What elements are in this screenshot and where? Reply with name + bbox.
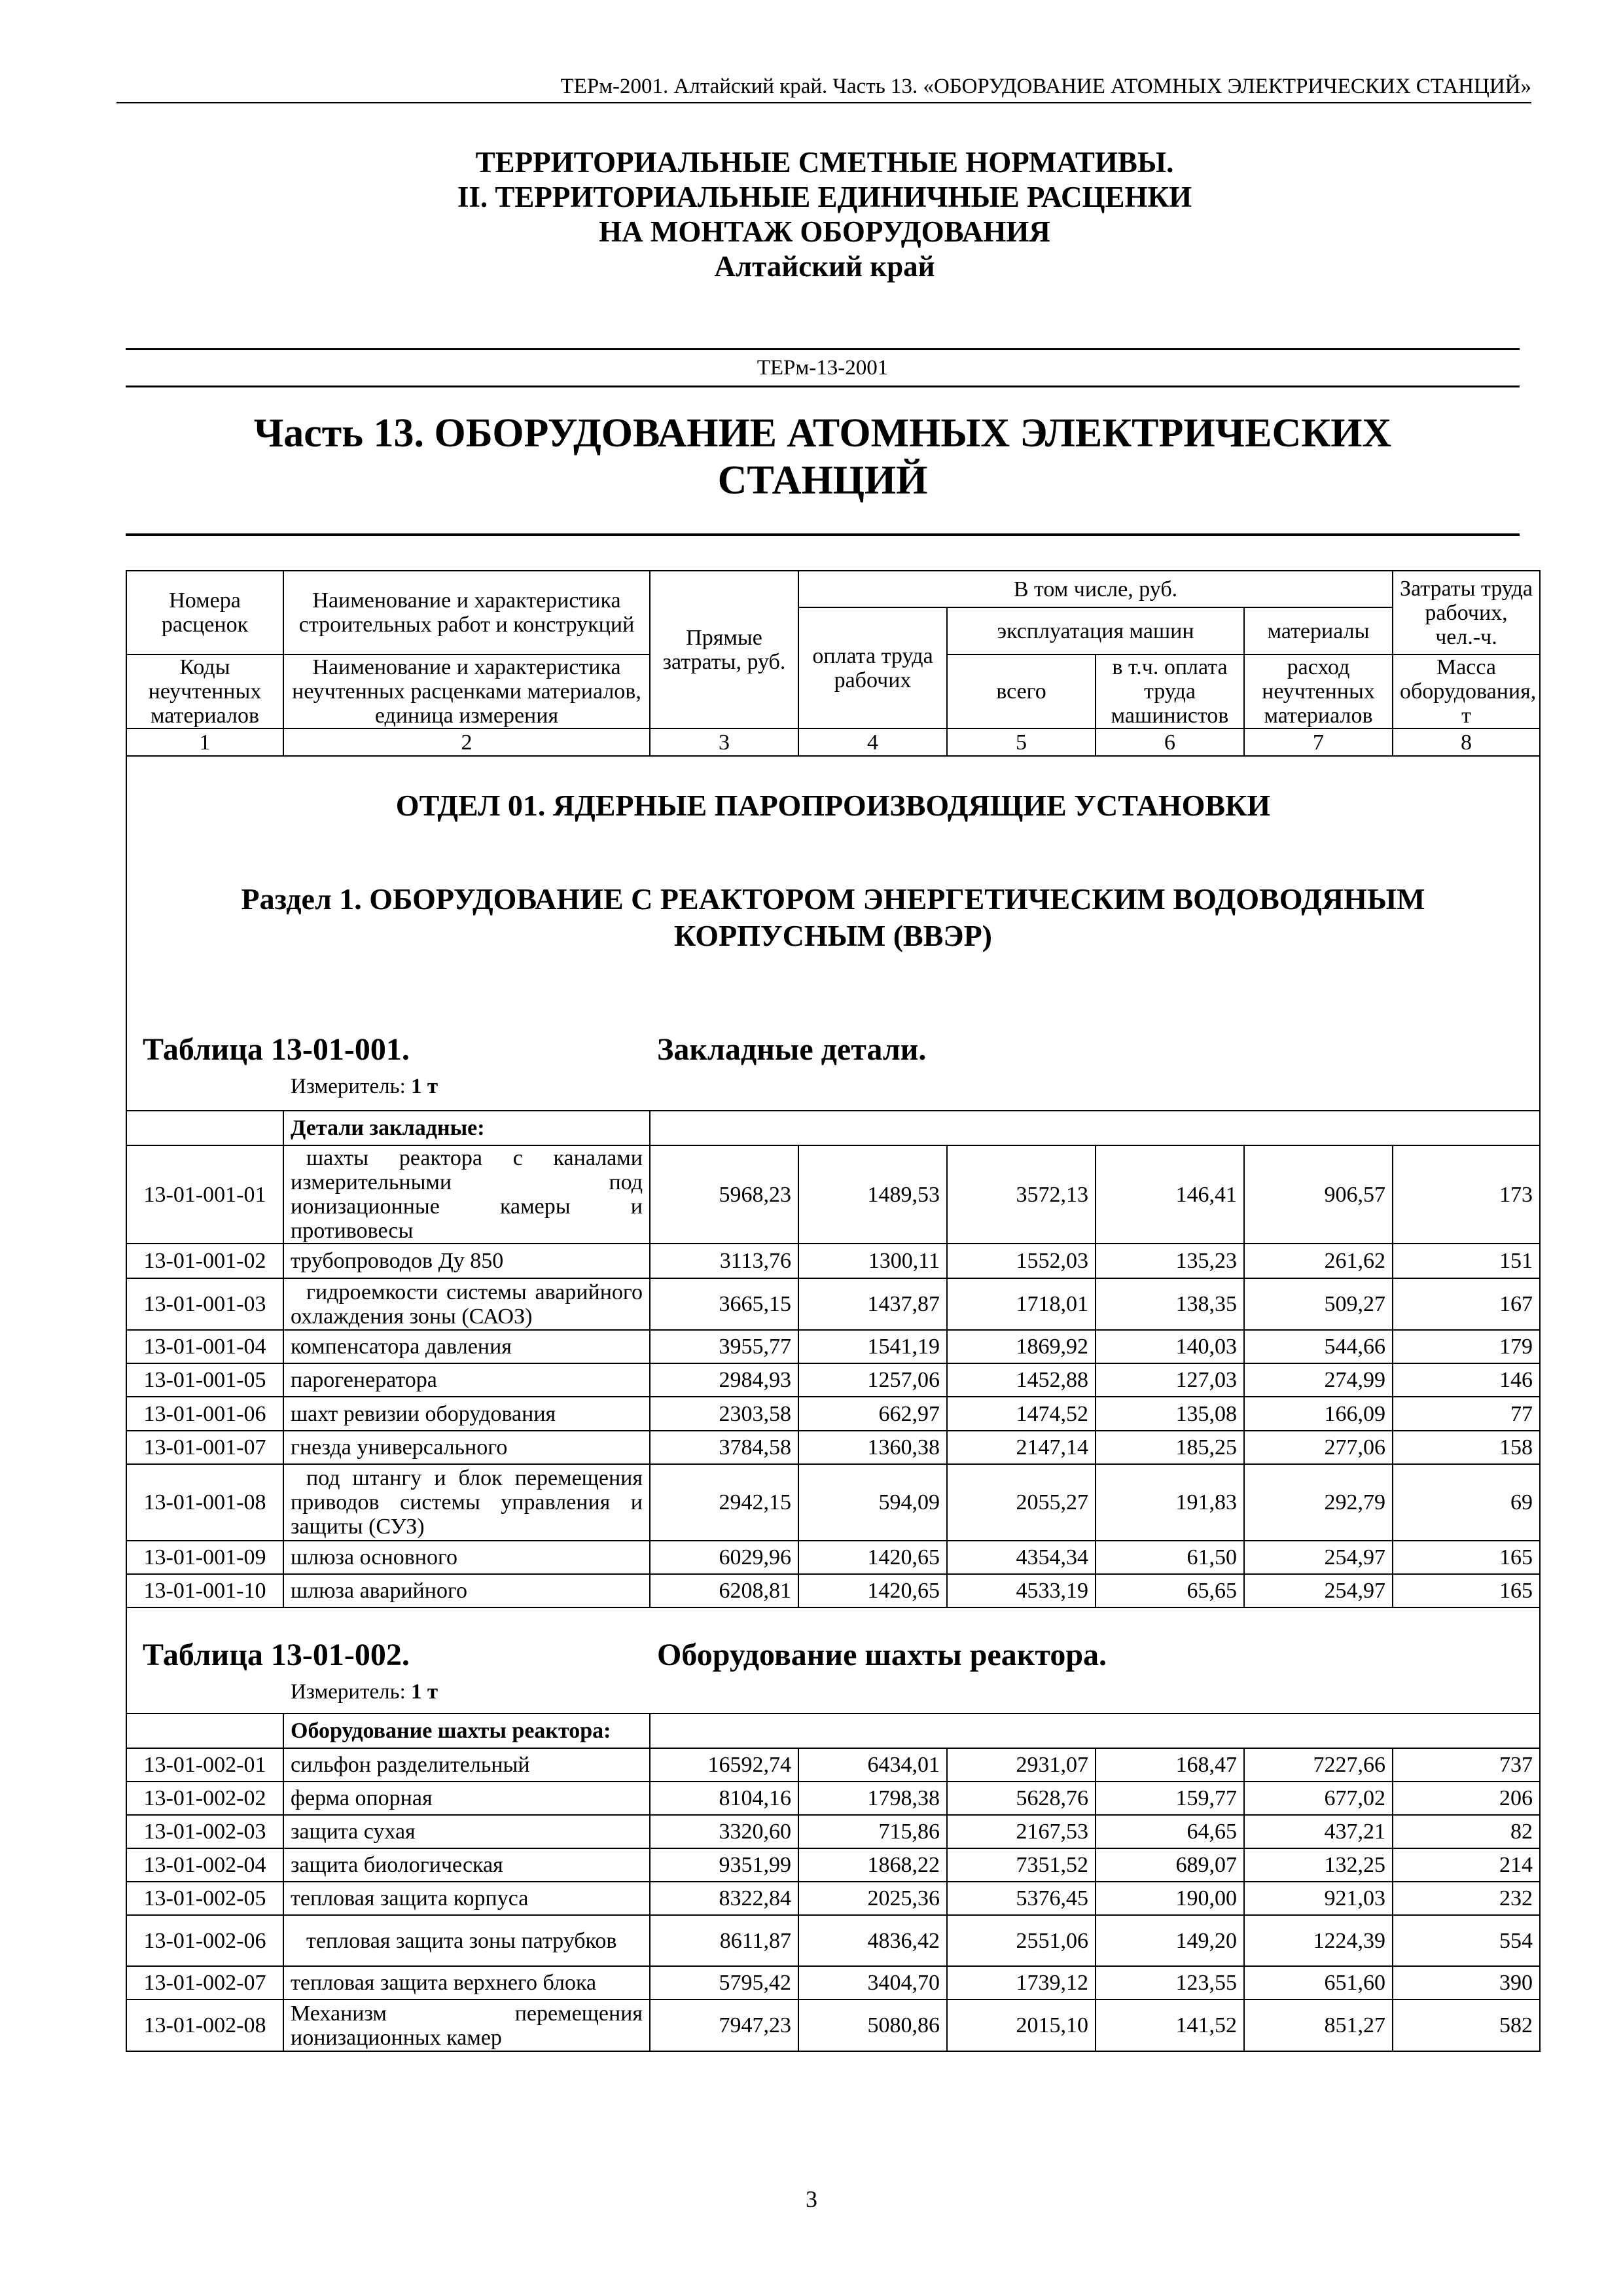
work-name: тепловая защита зоны патрубков <box>283 1915 650 1966</box>
rate-code: 13-01-001-01 <box>126 1145 283 1244</box>
table-name: Оборудование шахты реактора. <box>657 1638 1107 1672</box>
document-code: ТЕРм-13-2001 <box>126 348 1520 387</box>
value-c3: 3320,60 <box>650 1815 798 1848</box>
header-direct-costs: Прямые затраты, руб. <box>650 571 798 728</box>
value-c4: 594,09 <box>798 1464 947 1541</box>
value-c5: 1552,03 <box>947 1244 1096 1278</box>
column-number: 6 <box>1096 728 1244 756</box>
value-c5: 1869,92 <box>947 1330 1096 1363</box>
part-title <box>126 410 1520 504</box>
value-c5: 4354,34 <box>947 1541 1096 1574</box>
value-c3: 8322,84 <box>650 1882 798 1915</box>
rate-code: 13-01-002-02 <box>126 1782 283 1815</box>
value-c5: 2551,06 <box>947 1915 1096 1966</box>
document-title-line: НА МОНТАЖ ОБОРУДОВАНИЯ <box>599 215 1050 248</box>
rate-code: 13-01-002-07 <box>126 1966 283 2000</box>
table-row <box>126 1431 1540 1464</box>
work-name: гидроемкости системы аварийного охлаждения зоны (САОЗ) <box>283 1278 650 1330</box>
table-row <box>126 1278 1540 1330</box>
value-c6: 135,08 <box>1096 1397 1244 1431</box>
value-c3: 9351,99 <box>650 1848 798 1882</box>
empty-cell <box>126 1111 283 1145</box>
value-c3: 8104,16 <box>650 1782 798 1815</box>
header-material-codes: Коды неучтенных материалов <box>126 655 283 728</box>
empty-cell <box>126 1713 283 1748</box>
value-c8: 158 <box>1393 1431 1540 1464</box>
table-row <box>126 1848 1540 1882</box>
value-c7: 261,62 <box>1244 1244 1393 1278</box>
value-c5: 2931,07 <box>947 1748 1096 1782</box>
work-name: Механизм перемещения ионизационных камер <box>283 2000 650 2051</box>
part-title-line: Часть 13. ОБОРУДОВАНИЕ АТОМНЫХ ЭЛЕКТРИЧЕСКИХ <box>253 411 1392 456</box>
value-c8: 554 <box>1393 1915 1540 1966</box>
document-title <box>131 145 1518 284</box>
section-title-line: КОРПУСНЫМ (ВВЭР) <box>673 919 992 952</box>
value-c6: 191,83 <box>1096 1464 1244 1541</box>
value-c3: 3665,15 <box>650 1278 798 1330</box>
work-name: трубопроводов Ду 850 <box>283 1244 650 1278</box>
unit-of-measure <box>291 1073 438 1100</box>
work-name: парогенератора <box>283 1363 650 1397</box>
value-c4: 1420,65 <box>798 1541 947 1574</box>
unit-of-measure <box>291 1679 438 1705</box>
column-number: 1 <box>126 728 283 756</box>
value-c6: 168,47 <box>1096 1748 1244 1782</box>
work-name: шахты реактора с каналами измерительными под ионизационные камеры и противовесы <box>283 1145 650 1244</box>
rate-code: 13-01-001-02 <box>126 1244 283 1278</box>
rate-code: 13-01-001-09 <box>126 1541 283 1574</box>
group-caption-row <box>126 1713 1540 1748</box>
header-machine-operation: эксплуатация машин <box>947 607 1244 655</box>
value-c6: 190,00 <box>1096 1882 1244 1915</box>
rate-code: 13-01-002-03 <box>126 1815 283 1848</box>
value-c6: 140,03 <box>1096 1330 1244 1363</box>
value-c6: 689,07 <box>1096 1848 1244 1882</box>
table-row <box>126 1145 1540 1244</box>
value-c3: 6208,81 <box>650 1574 798 1607</box>
section-title-line: Раздел 1. ОБОРУДОВАНИЕ С РЕАКТОРОМ ЭНЕРГЕТИЧЕСКИМ ВОДОВОДЯНЫМ <box>241 882 1425 916</box>
value-c7: 651,60 <box>1244 1966 1393 2000</box>
value-c8: 151 <box>1393 1244 1540 1278</box>
empty-cell <box>650 1111 1540 1145</box>
work-name: шахт ревизии оборудования <box>283 1397 650 1431</box>
value-c7: 906,57 <box>1244 1145 1393 1244</box>
value-c5: 2167,53 <box>947 1815 1096 1848</box>
group-caption-row <box>126 1111 1540 1145</box>
value-c7: 509,27 <box>1244 1278 1393 1330</box>
value-c7: 132,25 <box>1244 1848 1393 1882</box>
table-row <box>126 1464 1540 1541</box>
work-name: тепловая защита верхнего блока <box>283 1966 650 2000</box>
value-c6: 146,41 <box>1096 1145 1244 1244</box>
table-row <box>126 1574 1540 1607</box>
value-c5: 1739,12 <box>947 1966 1096 2000</box>
value-c8: 165 <box>1393 1541 1540 1574</box>
rate-code: 13-01-002-04 <box>126 1848 283 1882</box>
value-c5: 5376,45 <box>947 1882 1096 1915</box>
rate-code: 13-01-002-05 <box>126 1882 283 1915</box>
rate-code: 13-01-002-01 <box>126 1748 283 1782</box>
header-equipment-mass: Масса оборудования, т <box>1393 655 1540 728</box>
value-c8: 582 <box>1393 2000 1540 2051</box>
value-c5: 7351,52 <box>947 1848 1096 1882</box>
value-c6: 149,20 <box>1096 1915 1244 1966</box>
group-caption: Оборудование шахты реактора: <box>283 1713 650 1748</box>
column-number: 2 <box>283 728 650 756</box>
value-c5: 3572,13 <box>947 1145 1096 1244</box>
value-c7: 1224,39 <box>1244 1915 1393 1966</box>
rate-code: 13-01-001-03 <box>126 1278 283 1330</box>
value-c8: 165 <box>1393 1574 1540 1607</box>
value-c6: 65,65 <box>1096 1574 1244 1607</box>
value-c7: 254,97 <box>1244 1574 1393 1607</box>
value-c7: 921,03 <box>1244 1882 1393 1915</box>
value-c4: 1300,11 <box>798 1244 947 1278</box>
group-caption: Детали закладные: <box>283 1111 650 1145</box>
table-row <box>126 1244 1540 1278</box>
table-number: Таблица 13-01-001. <box>143 1032 410 1067</box>
value-c8: 214 <box>1393 1848 1540 1882</box>
value-c3: 2303,58 <box>650 1397 798 1431</box>
table-row <box>126 1330 1540 1363</box>
table-row <box>126 1782 1540 1815</box>
work-name: ферма опорная <box>283 1782 650 1815</box>
value-c3: 5968,23 <box>650 1145 798 1244</box>
rate-code: 13-01-002-06 <box>126 1915 283 1966</box>
column-number: 7 <box>1244 728 1393 756</box>
value-c3: 3955,77 <box>650 1330 798 1363</box>
rate-code: 13-01-001-10 <box>126 1574 283 1607</box>
value-c5: 1718,01 <box>947 1278 1096 1330</box>
table-heading <box>127 1031 1539 1110</box>
value-c4: 4836,42 <box>798 1915 947 1966</box>
value-c3: 3784,58 <box>650 1431 798 1464</box>
column-number: 8 <box>1393 728 1540 756</box>
empty-cell <box>650 1713 1540 1748</box>
value-c4: 1489,53 <box>798 1145 947 1244</box>
value-c3: 8611,87 <box>650 1915 798 1966</box>
value-c8: 232 <box>1393 1882 1540 1915</box>
work-name: компенсатора давления <box>283 1330 650 1363</box>
value-c5: 2015,10 <box>947 2000 1096 2051</box>
value-c7: 677,02 <box>1244 1782 1393 1815</box>
value-c6: 61,50 <box>1096 1541 1244 1574</box>
value-c6: 123,55 <box>1096 1966 1244 2000</box>
work-name: защита сухая <box>283 1815 650 1848</box>
work-name: гнезда универсального <box>283 1431 650 1464</box>
value-c5: 4533,19 <box>947 1574 1096 1607</box>
value-c4: 715,86 <box>798 1815 947 1848</box>
rate-code: 13-01-001-05 <box>126 1363 283 1397</box>
table-number: Таблица 13-01-002. <box>143 1638 410 1672</box>
header-machines-total: всего <box>947 655 1096 728</box>
value-c4: 1257,06 <box>798 1363 947 1397</box>
value-c3: 5795,42 <box>650 1966 798 2000</box>
value-c8: 179 <box>1393 1330 1540 1363</box>
value-c3: 3113,76 <box>650 1244 798 1278</box>
unit-label: Измеритель: <box>291 1680 406 1704</box>
rate-code: 13-01-001-07 <box>126 1431 283 1464</box>
section-heading-block <box>126 756 1540 1111</box>
table-row <box>126 1363 1540 1397</box>
value-c8: 737 <box>1393 1748 1540 1782</box>
table-row <box>126 1815 1540 1848</box>
header-machinist-pay: в т.ч. оплата труда машинистов <box>1096 655 1244 728</box>
value-c8: 82 <box>1393 1815 1540 1848</box>
value-c4: 1541,19 <box>798 1330 947 1363</box>
value-c7: 274,99 <box>1244 1363 1393 1397</box>
value-c4: 662,97 <box>798 1397 947 1431</box>
value-c5: 1452,88 <box>947 1363 1096 1397</box>
work-name: тепловая защита корпуса <box>283 1882 650 1915</box>
rates-table <box>126 570 1541 2052</box>
unit-label: Измеритель: <box>291 1075 406 1098</box>
table-heading-row <box>126 1607 1540 1713</box>
table-row <box>126 1397 1540 1431</box>
value-c5: 2147,14 <box>947 1431 1096 1464</box>
value-c4: 3404,70 <box>798 1966 947 2000</box>
rate-code: 13-01-001-06 <box>126 1397 283 1431</box>
work-name: защита биологическая <box>283 1848 650 1882</box>
value-c7: 851,27 <box>1244 2000 1393 2051</box>
value-c8: 390 <box>1393 1966 1540 2000</box>
value-c3: 6029,96 <box>650 1541 798 1574</box>
table-row <box>126 1966 1540 2000</box>
divider <box>126 533 1520 536</box>
section-title <box>153 881 1513 954</box>
value-c4: 1420,65 <box>798 1574 947 1607</box>
value-c3: 2984,93 <box>650 1363 798 1397</box>
value-c8: 206 <box>1393 1782 1540 1815</box>
department-title: ОТДЕЛ 01. ЯДЕРНЫЕ ПАРОПРОИЗВОДЯЩИЕ УСТАНОВКИ <box>395 789 1271 822</box>
document-title-region: Алтайский край <box>714 250 935 283</box>
value-c6: 135,23 <box>1096 1244 1244 1278</box>
table-row <box>126 1882 1540 1915</box>
rate-code: 13-01-001-04 <box>126 1330 283 1363</box>
value-c7: 292,79 <box>1244 1464 1393 1541</box>
work-name: шлюза аварийного <box>283 1574 650 1607</box>
value-c6: 185,25 <box>1096 1431 1244 1464</box>
value-c6: 64,65 <box>1096 1815 1244 1848</box>
table-heading <box>127 1637 1539 1715</box>
header-rate-number: Номера расценок <box>126 571 283 655</box>
value-c8: 69 <box>1393 1464 1540 1541</box>
header-worker-pay: оплата труда рабочих <box>798 607 947 728</box>
header-work-name: Наименование и характеристика строительных работ и конструкций <box>283 571 650 655</box>
header-unaccounted-materials: расход неучтенных материалов <box>1244 655 1393 728</box>
unit-value: 1 т <box>411 1680 438 1704</box>
value-c4: 1437,87 <box>798 1278 947 1330</box>
header-material-name: Наименование и характеристика неучтенных расценками материалов, единица измерения <box>283 655 650 728</box>
value-c4: 1798,38 <box>798 1782 947 1815</box>
value-c6: 141,52 <box>1096 2000 1244 2051</box>
value-c5: 1474,52 <box>947 1397 1096 1431</box>
value-c7: 254,97 <box>1244 1541 1393 1574</box>
table-row <box>126 1541 1540 1574</box>
value-c7: 277,06 <box>1244 1431 1393 1464</box>
value-c4: 1360,38 <box>798 1431 947 1464</box>
header-materials: материалы <box>1244 607 1393 655</box>
value-c7: 437,21 <box>1244 1815 1393 1848</box>
unit-value: 1 т <box>411 1075 438 1098</box>
value-c7: 166,09 <box>1244 1397 1393 1431</box>
value-c5: 5628,76 <box>947 1782 1096 1815</box>
value-c3: 16592,74 <box>650 1748 798 1782</box>
part-title-line: СТАНЦИЙ <box>717 458 928 503</box>
document-title-line: ТЕРРИТОРИАЛЬНЫЕ СМЕТНЫЕ НОРМАТИВЫ. <box>475 146 1174 179</box>
value-c8: 173 <box>1393 1145 1540 1244</box>
table-row <box>126 1915 1540 1966</box>
value-c5: 2055,27 <box>947 1464 1096 1541</box>
value-c7: 7227,66 <box>1244 1748 1393 1782</box>
value-c4: 1868,22 <box>798 1848 947 1882</box>
value-c4: 2025,36 <box>798 1882 947 1915</box>
value-c8: 167 <box>1393 1278 1540 1330</box>
value-c6: 127,03 <box>1096 1363 1244 1397</box>
column-number: 5 <box>947 728 1096 756</box>
value-c7: 544,66 <box>1244 1330 1393 1363</box>
page-number: 3 <box>806 2186 817 2212</box>
column-number: 3 <box>650 728 798 756</box>
value-c8: 146 <box>1393 1363 1540 1397</box>
work-name: шлюза основного <box>283 1541 650 1574</box>
value-c3: 7947,23 <box>650 2000 798 2051</box>
header-including: В том числе, руб. <box>798 571 1393 607</box>
work-name: под штангу и блок перемещения приводов системы управления и защиты (СУЗ) <box>283 1464 650 1541</box>
running-header: ТЕРм-2001. Алтайский край. Часть 13. «ОБОРУДОВАНИЕ АТОМНЫХ ЭЛЕКТРИЧЕСКИХ СТАНЦИЙ» <box>116 73 1531 103</box>
rate-code: 13-01-002-08 <box>126 2000 283 2051</box>
header-labor-costs: Затраты труда рабочих, чел.-ч. <box>1393 571 1540 655</box>
table-name: Закладные детали. <box>657 1032 927 1067</box>
work-name: сильфон разделительный <box>283 1748 650 1782</box>
value-c8: 77 <box>1393 1397 1540 1431</box>
value-c6: 159,77 <box>1096 1782 1244 1815</box>
table-row <box>126 1748 1540 1782</box>
rate-code: 13-01-001-08 <box>126 1464 283 1541</box>
value-c3: 2942,15 <box>650 1464 798 1541</box>
document-title-line: II. ТЕРРИТОРИАЛЬНЫЕ ЕДИНИЧНЫЕ РАСЦЕНКИ <box>457 181 1192 213</box>
value-c4: 6434,01 <box>798 1748 947 1782</box>
table-row <box>126 2000 1540 2051</box>
value-c6: 138,35 <box>1096 1278 1244 1330</box>
column-number: 4 <box>798 728 947 756</box>
value-c4: 5080,86 <box>798 2000 947 2051</box>
